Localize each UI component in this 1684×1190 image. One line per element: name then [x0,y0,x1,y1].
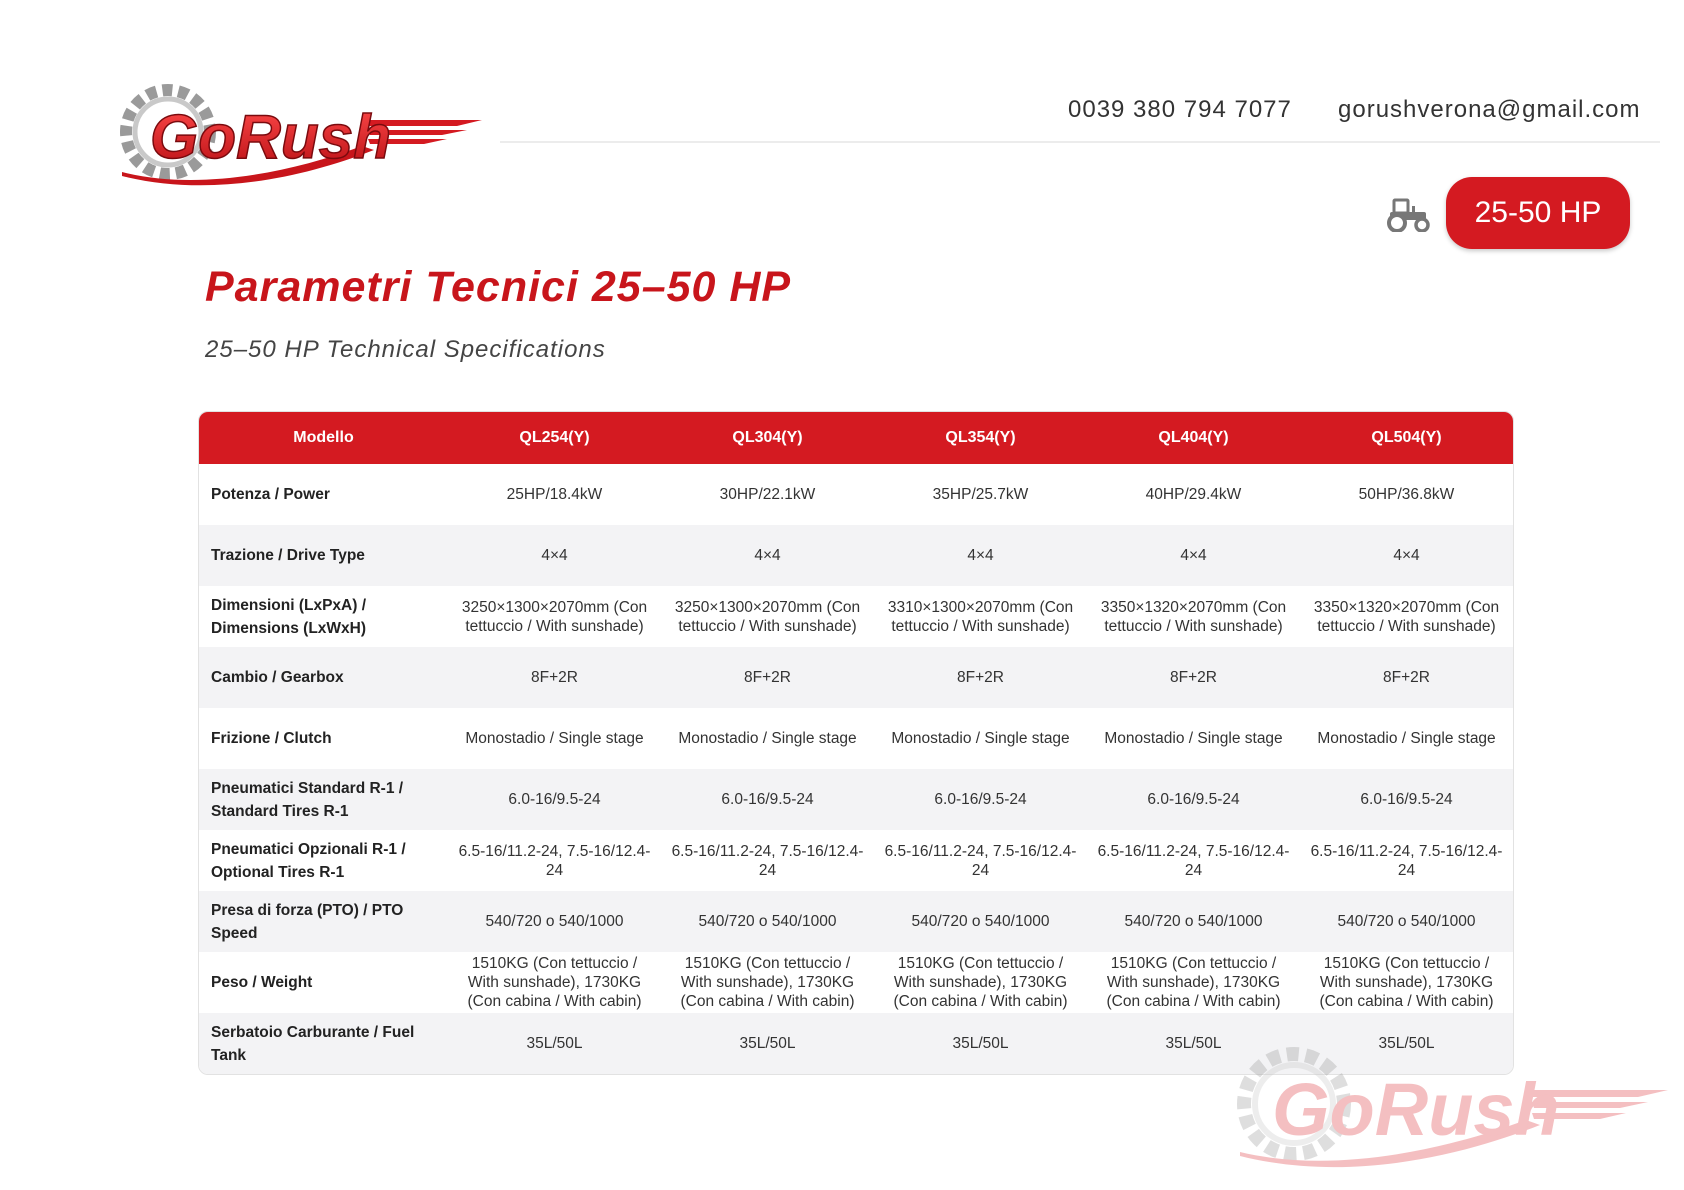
table-cell: 1510KG (Con tettuccio / With sunshade), 1730KG (Con cabina / With cabin) [893,955,1068,1010]
row-label: Serbatoio Carburante / Fuel Tank [199,1013,448,1074]
table-cell: 4×4 [874,525,1087,586]
header-cell: QL254(Y) [448,412,661,464]
email-address[interactable]: gorushverona@gmail.com [1338,96,1641,123]
svg-text:GoRush: GoRush [150,103,392,172]
table-cell: 540/720 o 540/1000 [1300,891,1513,952]
row-label: Pneumatici Opzionali R-1 / Optional Tires R-1 [211,840,406,881]
table-cell: 1510KG (Con tettuccio / With sunshade), 1730KG (Con cabina / With cabin) [467,955,642,1010]
table-cell: 4×4 [661,525,874,586]
table-cell: 1510KG (Con tettuccio / With sunshade), 1730KG (Con cabina / With cabin) [1319,955,1494,1010]
table-cell: 540/720 o 540/1000 [448,891,661,952]
header-cell: QL404(Y) [1087,412,1300,464]
table-cell: 30HP/22.1kW [719,486,816,503]
row-label: Dimensioni (LxPxA) / Dimensions (LxWxH) [211,596,367,637]
table-cell: 3350×1320×2070mm (Con tettuccio / With sunshade) [1100,598,1287,635]
table-cell: 6.0-16/9.5-24 [448,769,661,830]
table-cell: Monostadio / Single stage [1317,730,1496,747]
table-cell: 6.0-16/9.5-24 [874,769,1087,830]
table-cell: 6.5-16/11.2-24, 7.5-16/12.4-24 [884,842,1077,879]
table-cell: 540/720 o 540/1000 [1087,891,1300,952]
table-row [199,586,1513,647]
table-cell: 4×4 [1300,525,1513,586]
table-cell: 6.5-16/11.2-24, 7.5-16/12.4-24 [1310,842,1503,879]
table-cell: 35L/50L [448,1013,661,1074]
table-cell: 50HP/36.8kW [1358,486,1455,503]
table-cell: 8F+2R [874,647,1087,708]
brand-logo[interactable] [112,80,482,190]
header-cell: QL504(Y) [1300,412,1513,464]
table-cell: 35L/50L [661,1013,874,1074]
row-label: Frizione / Clutch [211,730,332,747]
table-cell: 6.0-16/9.5-24 [1087,769,1300,830]
table-cell: 3350×1320×2070mm (Con tettuccio / With sunshade) [1313,598,1500,635]
table-cell: 540/720 o 540/1000 [874,891,1087,952]
table-cell: 35HP/25.7kW [932,486,1029,503]
table-cell: 6.5-16/11.2-24, 7.5-16/12.4-24 [671,842,864,879]
table-cell: 6.0-16/9.5-24 [661,769,874,830]
table-cell: 1510KG (Con tettuccio / With sunshade), 1730KG (Con cabina / With cabin) [1106,955,1281,1010]
row-label: Trazione / Drive Type [199,525,448,586]
table-cell: 1510KG (Con tettuccio / With sunshade), 1730KG (Con cabina / With cabin) [680,955,855,1010]
table-cell: Monostadio / Single stage [1104,730,1283,747]
table-cell: Monostadio / Single stage [465,730,644,747]
header-cell: Modello [199,412,448,464]
brand-watermark [1228,1042,1668,1172]
row-label: Peso / Weight [211,974,313,991]
header-cell: QL354(Y) [874,412,1087,464]
table-cell: 35L/50L [1300,1013,1513,1074]
page-subtitle: 25–50 HP Technical Specifications [205,336,606,363]
table-row [199,647,1513,708]
hp-range-badge[interactable]: 25-50 HP [1446,177,1630,249]
table-cell: Monostadio / Single stage [891,730,1070,747]
table-row [199,769,1513,830]
table-cell: 6.5-16/11.2-24, 7.5-16/12.4-24 [1097,842,1290,879]
header-cell: QL304(Y) [661,412,874,464]
svg-text:GoRush: GoRush [1272,1068,1560,1151]
table-cell: 6.0-16/9.5-24 [1300,769,1513,830]
table-cell: 3250×1300×2070mm (Con tettuccio / With sunshade) [461,598,648,635]
table-row [199,891,1513,952]
header-divider [500,141,1660,143]
table-cell: 540/720 o 540/1000 [661,891,874,952]
table-row [199,464,1513,525]
row-label: Pneumatici Standard R-1 / Standard Tires R-1 [199,769,448,830]
table-cell: 6.5-16/11.2-24, 7.5-16/12.4-24 [458,842,651,879]
table-row [199,708,1513,769]
table-cell: 8F+2R [448,647,661,708]
table-cell: 8F+2R [1300,647,1513,708]
table-cell: 8F+2R [1087,647,1300,708]
table-cell: Monostadio / Single stage [678,730,857,747]
table-cell: 3310×1300×2070mm (Con tettuccio / With sunshade) [887,598,1074,635]
table-cell: 35L/50L [874,1013,1087,1074]
row-label: Presa di forza (PTO) / PTO Speed [199,891,448,952]
table-cell: 40HP/29.4kW [1145,486,1242,503]
row-label: Cambio / Gearbox [199,647,448,708]
table-cell: 3250×1300×2070mm (Con tettuccio / With sunshade) [674,598,861,635]
row-label: Potenza / Power [211,486,330,503]
table-row [199,952,1513,1013]
table-cell: 25HP/18.4kW [506,486,603,503]
table-cell: 8F+2R [661,647,874,708]
table-cell: 4×4 [448,525,661,586]
page-title: Parametri Tecnici 25–50 HP [205,263,792,311]
table-cell: 4×4 [1087,525,1300,586]
specifications-table [198,411,1514,1075]
phone-number[interactable]: 0039 380 794 7077 [1068,96,1292,123]
tractor-icon [1386,198,1430,232]
table-cell: 35L/50L [1087,1013,1300,1074]
table-header-row [199,412,1513,464]
table-row [199,830,1513,891]
table-row [199,525,1513,586]
